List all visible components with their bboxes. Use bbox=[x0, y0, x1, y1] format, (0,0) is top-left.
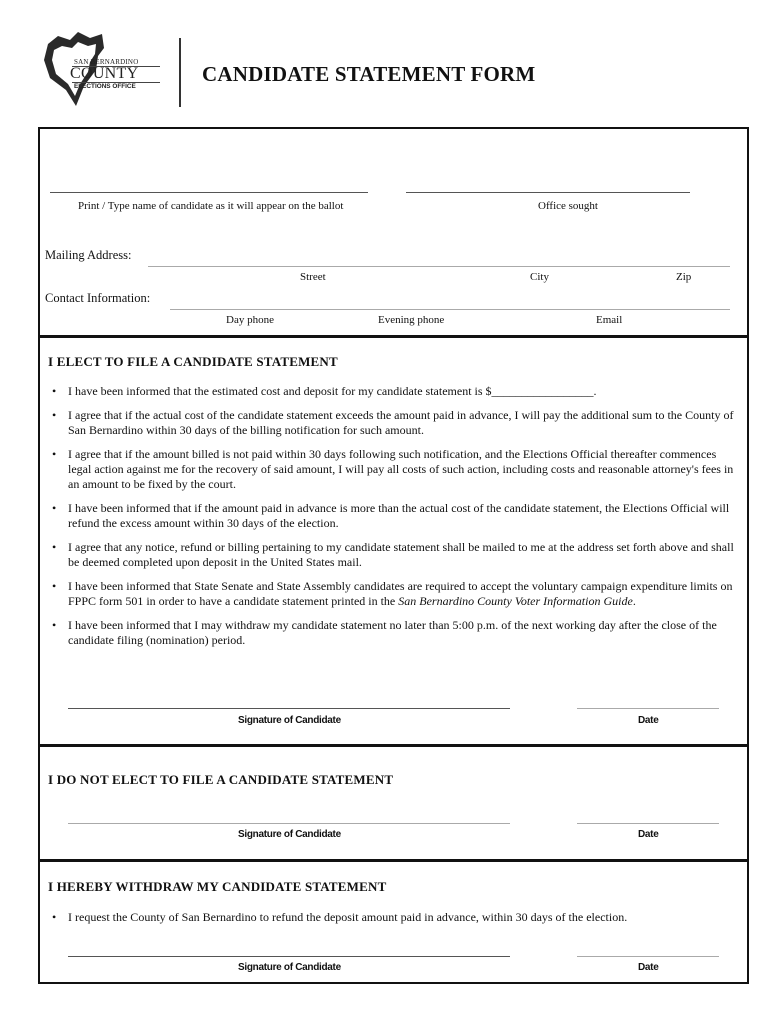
list-item: • I agree that any notice, refund or billing pertaining to my candidate statement shall be mailed to me at the address set forth above and shall be deemed completed upon deposit in the United States mail. bbox=[50, 540, 740, 570]
list-item: • I have been informed that I may withdraw my candidate statement no later than 5:00 p.m. of the next working day after the close of the candidate filing (nomination) period. bbox=[50, 618, 740, 648]
office-sought-label: Office sought bbox=[538, 200, 598, 212]
list-item: • I agree that if the actual cost of the candidate statement exceeds the amount paid in advance, I will pay the additional sum to the County of San Bernardino within 30 days of the billing notification for such amount. bbox=[50, 408, 740, 438]
not-elect-heading: I DO NOT ELECT TO FILE A CANDIDATE STATEMENT bbox=[48, 772, 394, 787]
elect-heading: I ELECT TO FILE A CANDIDATE STATEMENT bbox=[48, 354, 338, 369]
withdraw-signature-field[interactable] bbox=[68, 956, 510, 957]
withdraw-section bbox=[38, 860, 749, 984]
day-phone-label: Day phone bbox=[226, 314, 274, 326]
withdraw-date-label: Date bbox=[638, 962, 659, 973]
not-elect-section bbox=[38, 745, 749, 861]
candidate-name-field[interactable] bbox=[50, 192, 368, 193]
not-elect-date-label: Date bbox=[638, 829, 659, 840]
voter-guide-title: San Bernardino County Voter Information Guide bbox=[398, 594, 633, 608]
logo-line-1: SAN BERNARDINO bbox=[74, 58, 139, 66]
elect-signature-field[interactable] bbox=[68, 708, 510, 709]
street-label: Street bbox=[300, 271, 326, 283]
withdraw-terms-list bbox=[50, 910, 740, 934]
candidate-name-label: Print / Type name of candidate as it will appear on the ballot bbox=[78, 200, 344, 212]
list-item: • I agree that if the amount billed is not paid within 30 days following such notification, and the Elections Official thereafter commences legal action against me for the recovery of said amount, I will pay all costs of such action, including costs and reasonable attorney's fees in an amount to be fixed by the court. bbox=[50, 447, 740, 492]
elect-date-field[interactable] bbox=[577, 708, 719, 709]
contact-info-label: Contact Information: bbox=[45, 291, 151, 305]
not-elect-date-field[interactable] bbox=[577, 823, 719, 824]
evening-phone-label: Evening phone bbox=[378, 314, 445, 326]
logo-line-2: COUNTY bbox=[70, 65, 139, 82]
list-item: • I request the County of San Bernardino to refund the deposit amount paid in advance, within 30 days of the election. bbox=[50, 910, 740, 925]
logo-line-3: ELECTIONS OFFICE bbox=[74, 83, 136, 90]
email-label: Email bbox=[596, 314, 623, 326]
mailing-address-label: Mailing Address: bbox=[45, 248, 132, 262]
bullet6-end: . bbox=[632, 594, 636, 608]
bullet6-text: I have been informed that State Senate and State Assembly candidates are required to accept the voluntary campaign expenditure limits on FPPC form 501 in order to have a candidate statement printed in the bbox=[68, 579, 733, 608]
contact-info-field[interactable] bbox=[170, 309, 730, 310]
list-item bbox=[50, 579, 740, 609]
candidate-info-section bbox=[38, 127, 749, 337]
zip-label: Zip bbox=[676, 271, 692, 283]
elect-terms-list bbox=[50, 384, 740, 657]
mailing-address-field[interactable] bbox=[148, 266, 730, 267]
city-label: City bbox=[530, 271, 549, 283]
not-elect-signature-field[interactable] bbox=[68, 823, 510, 824]
page-title: CANDIDATE STATEMENT FORM bbox=[202, 62, 536, 86]
list-item: • I have been informed that if the amount paid in advance is more than the actual cost of the candidate statement, the Elections Official will refund the excess amount within 30 days of the election. bbox=[50, 501, 740, 531]
list-item: • I have been informed that the estimated cost and deposit for my candidate statement is $_________________. bbox=[50, 384, 740, 399]
withdraw-signature-label: Signature of Candidate bbox=[238, 962, 341, 973]
elect-to-file-section bbox=[38, 336, 749, 746]
elect-signature-label: Signature of Candidate bbox=[238, 715, 341, 726]
withdraw-heading: I HEREBY WITHDRAW MY CANDIDATE STATEMENT bbox=[48, 879, 387, 894]
office-sought-field[interactable] bbox=[406, 192, 690, 193]
not-elect-signature-label: Signature of Candidate bbox=[238, 829, 341, 840]
withdraw-date-field[interactable] bbox=[577, 956, 719, 957]
header-divider bbox=[179, 38, 181, 107]
county-logo bbox=[40, 30, 160, 112]
elect-date-label: Date bbox=[638, 715, 659, 726]
